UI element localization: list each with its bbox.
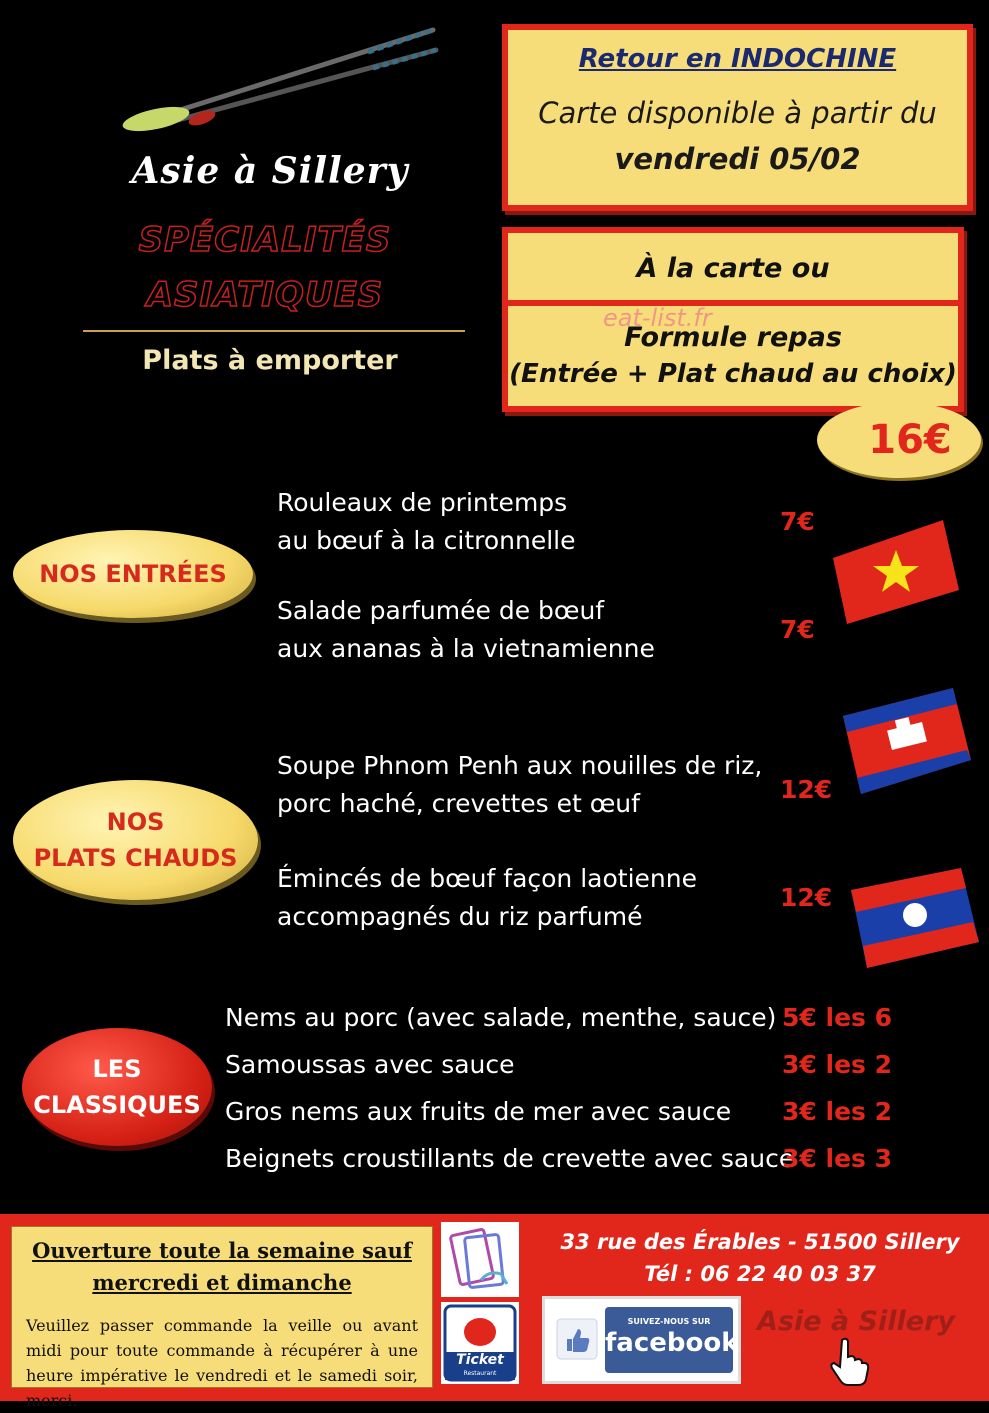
plat-item-2-line1: Émincés de bœuf façon laotienne bbox=[277, 864, 697, 893]
takeaway-subtitle: Plats à emporter bbox=[142, 345, 398, 376]
entree-item-1-line2: au bœuf à la citronnelle bbox=[277, 526, 576, 555]
plat-item-1-price: 12€ bbox=[780, 775, 833, 804]
entrees-badge bbox=[13, 530, 253, 618]
specialites-line1: SPÉCIALITÉS bbox=[138, 220, 392, 260]
entree-item-2 bbox=[277, 592, 655, 668]
announcement-title: Retour en INDOCHINE bbox=[578, 44, 897, 74]
entree-item-2-line2: aux ananas à la vietnamienne bbox=[277, 634, 655, 663]
classiques-label-line2: CLASSIQUES bbox=[33, 1091, 201, 1119]
meal-voucher-icon bbox=[441, 1222, 519, 1297]
classiques-badge bbox=[22, 1028, 212, 1146]
formule-price: 16€ bbox=[868, 417, 952, 463]
watermark: eat-list.fr bbox=[603, 304, 712, 332]
opening-line2: mercredi et dimanche bbox=[92, 1270, 352, 1295]
announcement-line1: Carte disponible à partir du bbox=[538, 96, 937, 130]
opening-hours-box bbox=[11, 1226, 433, 1410]
carte-box bbox=[502, 227, 964, 307]
entree-item-1-line1: Rouleaux de printemps bbox=[277, 488, 568, 517]
address: 33 rue des Érables - 51500 Sillery bbox=[560, 1230, 960, 1254]
divider bbox=[83, 330, 465, 332]
facebook-page-link[interactable]: Asie à Sillery bbox=[757, 1306, 955, 1337]
order-notice: Veuillez passer commande la veille ou avant midi pour toute commande à récupérer à une heure impérative le vendredi et le samedi soir, merci. bbox=[26, 1316, 418, 1410]
pointer-hand-icon bbox=[828, 1336, 870, 1386]
laos-flag-icon bbox=[851, 868, 979, 968]
classique-item-4: Beignets croustillants de crevette avec sauce bbox=[225, 1144, 795, 1173]
classique-item-2-price: 3€ les 2 bbox=[782, 1050, 892, 1079]
formule-label: Formule repas bbox=[624, 322, 842, 353]
formule-details: (Entrée + Plat chaud au choix) bbox=[509, 359, 957, 389]
announcement-date: vendredi 05/02 bbox=[614, 142, 861, 176]
thumbs-up-icon bbox=[555, 1317, 599, 1361]
entree-item-1-price: 7€ bbox=[780, 507, 815, 536]
brand-name: Asie à Sillery bbox=[131, 150, 409, 192]
formule-price-badge bbox=[817, 402, 981, 478]
facebook-badge bbox=[605, 1307, 739, 1373]
plats-label-line2: PLATS CHAUDS bbox=[33, 844, 238, 872]
ticket-sub: Restaurant bbox=[463, 1370, 497, 1377]
phone: Tél : 06 22 40 03 37 bbox=[644, 1262, 876, 1286]
plat-item-1-line2: porc haché, crevettes et œuf bbox=[277, 789, 640, 818]
classique-item-2: Samoussas avec sauce bbox=[225, 1050, 515, 1079]
classique-item-4-price: 3€ les 3 bbox=[782, 1144, 892, 1173]
plat-item-1-line1: Soupe Phnom Penh aux nouilles de riz, bbox=[277, 751, 763, 780]
plat-item-2 bbox=[277, 860, 697, 936]
plat-item-1 bbox=[277, 747, 762, 823]
entree-item-2-price: 7€ bbox=[780, 615, 815, 644]
plat-item-2-price: 12€ bbox=[780, 883, 833, 912]
entree-item-1 bbox=[277, 484, 576, 560]
formule-box bbox=[502, 300, 964, 412]
contact-block bbox=[560, 1226, 960, 1290]
classique-item-1-price: 5€ les 6 bbox=[782, 1003, 892, 1032]
plats-label-line1: NOS bbox=[106, 808, 165, 836]
facebook-wordmark: facebook bbox=[605, 1328, 739, 1358]
classiques-label-line1: LES bbox=[92, 1055, 142, 1083]
facebook-follow-button[interactable] bbox=[542, 1296, 741, 1384]
classique-item-3: Gros nems aux fruits de mer avec sauce bbox=[225, 1097, 732, 1126]
specialites-line2: ASIATIQUES bbox=[146, 275, 384, 315]
facebook-small-text: SUIVEZ-NOUS SUR bbox=[627, 1317, 711, 1326]
plat-item-2-line2: accompagnés du riz parfumé bbox=[277, 902, 643, 931]
entree-item-2-line1: Salade parfumée de bœuf bbox=[277, 596, 605, 625]
plats-badge bbox=[13, 780, 258, 900]
vietnam-flag-icon bbox=[833, 520, 959, 624]
classique-item-3-price: 3€ les 2 bbox=[782, 1097, 892, 1126]
cambodia-flag-icon bbox=[843, 688, 971, 794]
entrees-label: NOS ENTRÉES bbox=[39, 560, 227, 588]
ticket-restaurant-logo bbox=[441, 1302, 519, 1384]
carte-label: À la carte ou bbox=[636, 253, 830, 284]
classique-item-1: Nems au porc (avec salade, menthe, sauce) bbox=[225, 1003, 777, 1032]
ticket-label: Ticket bbox=[456, 1352, 504, 1368]
chopsticks-logo bbox=[118, 22, 448, 142]
announcement-box bbox=[502, 24, 973, 211]
opening-line1: Ouverture toute la semaine sauf bbox=[32, 1238, 412, 1263]
